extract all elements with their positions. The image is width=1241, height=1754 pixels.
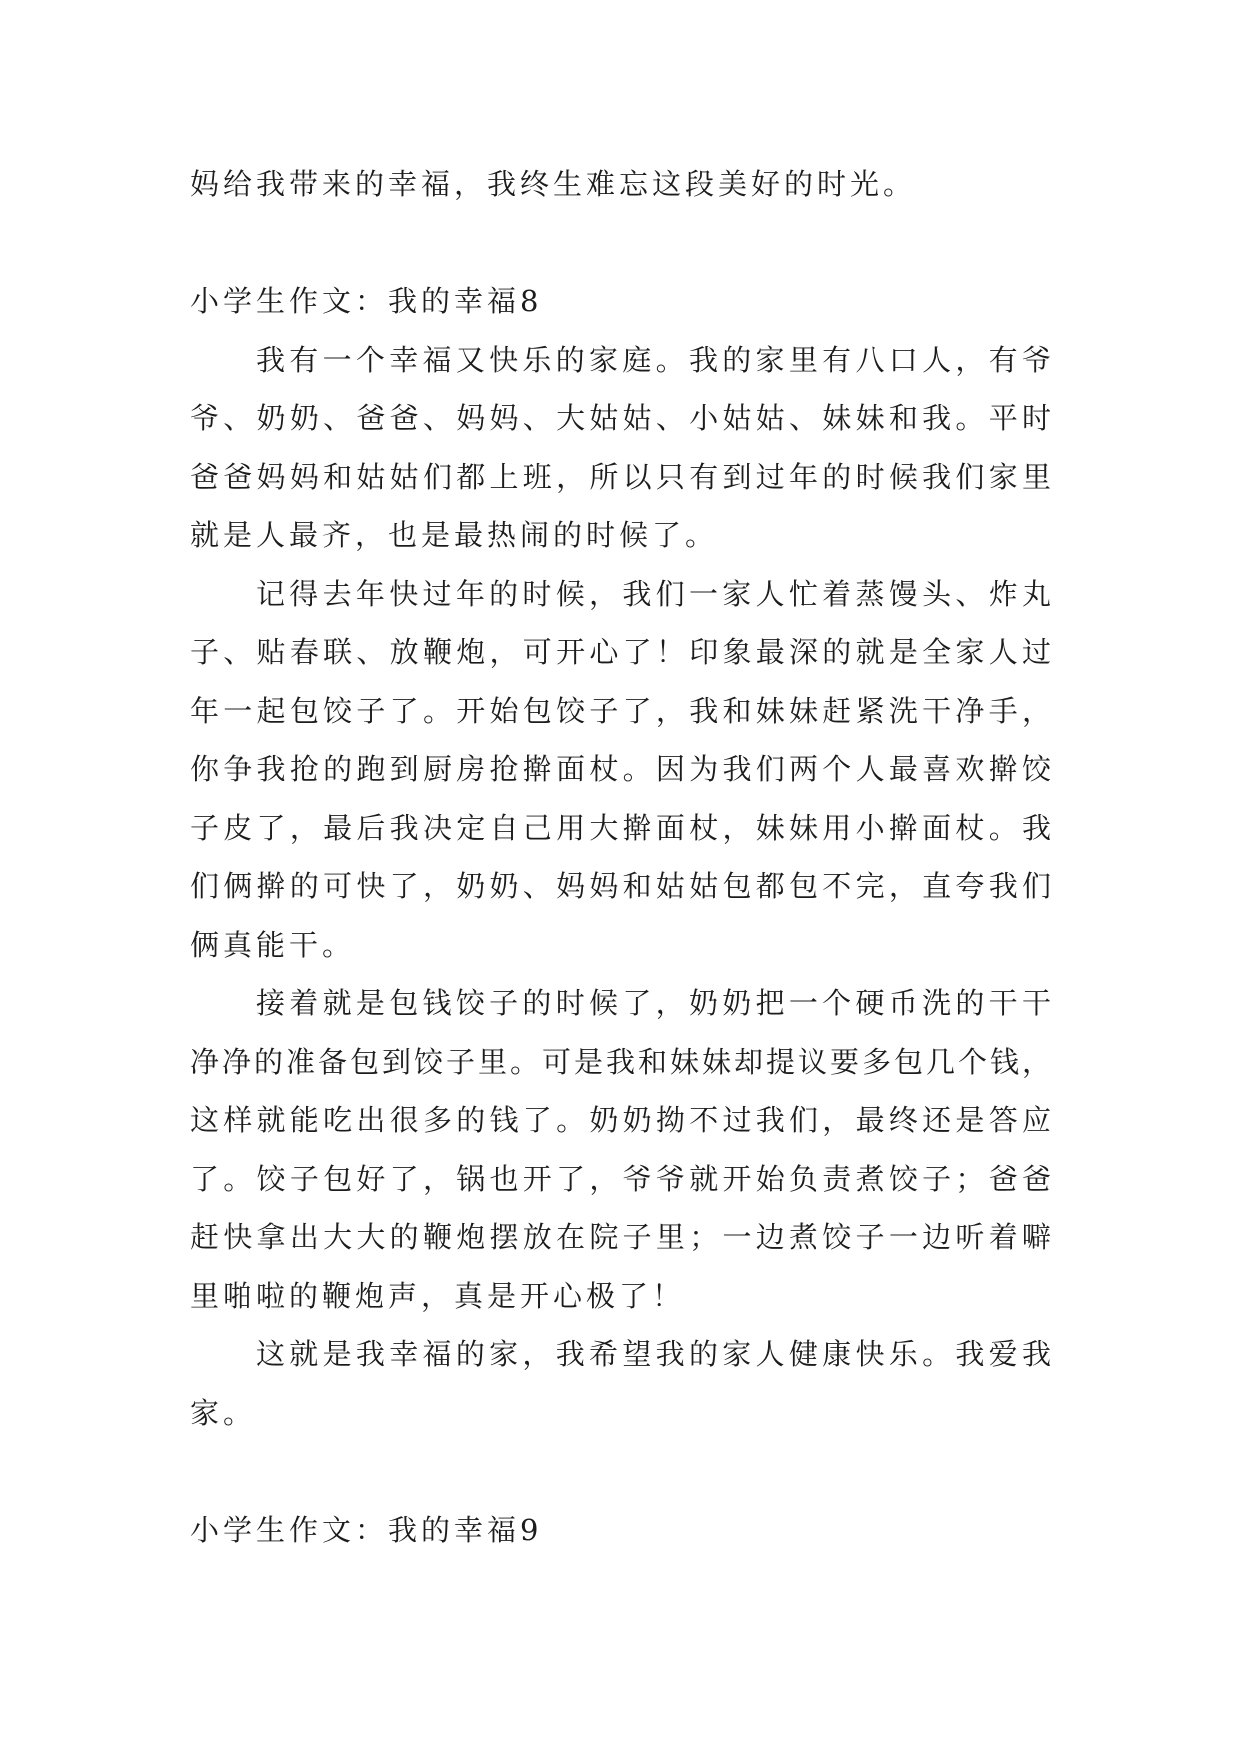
text-line: 就是人最齐，也是最热闹的时候了。 [190,518,719,552]
text-line: 净净的准备包到饺子里。可是我和妹妹却提议要多包几个钱， [190,1044,1051,1079]
text-line: 们俩擀的可快了，奶奶、妈妈和姑姑包都包不完，直夸我们 [190,869,1051,903]
text-line: 里啪啦的鞭炮声，真是开心极了！ [190,1278,686,1313]
text-line: 俩真能干。 [190,927,356,962]
text-line: 爷、奶奶、爸爸、妈妈、大姑姑、小姑姑、妹妹和我。平时 [190,401,1051,435]
text-line: 这就是我幸福的家，我希望我的家人健康快乐。我爱我 [256,1337,1051,1371]
text-line: 妈给我带来的幸福，我终生难忘这段美好的时光。 [190,167,917,201]
text-line: 接着就是包钱饺子的时候了，奶奶把一个硬币洗的干干 [256,986,1051,1020]
section-heading: 小学生作文：我的幸福9 [190,1512,543,1547]
text-line: 赶快拿出大大的鞭炮摆放在院子里；一边煮饺子一边听着噼 [190,1220,1051,1254]
text-line: 了。饺子包好了，锅也开了，爷爷就开始负责煮饺子；爸爸 [190,1161,1051,1196]
text-line: 我有一个幸福又快乐的家庭。我的家里有八口人，有爷 [256,342,1051,377]
paragraph [190,1325,1051,1442]
document-body [190,155,1051,1559]
text-line: 子、贴春联、放鞭炮，可开心了！印象最深的就是全家人过 [190,635,1051,669]
text-line: 爸爸妈妈和姑姑们都上班，所以只有到过年的时候我们家里 [190,459,1051,494]
paragraph [190,565,1051,975]
section-heading: 小学生作文：我的幸福8 [190,284,543,318]
text-line: 你争我抢的跑到厨房抢擀面杖。因为我们两个人最喜欢擀饺 [190,752,1051,786]
paragraph [190,331,1051,565]
text-line: 记得去年快过年的时候，我们一家人忙着蒸馒头、炸丸 [256,576,1051,611]
text-line: 子皮了，最后我决定自己用大擀面杖，妹妹用小擀面杖。我 [190,810,1051,845]
text-line: 家。 [190,1395,257,1430]
paragraph-continuation [190,155,1051,214]
paragraph [190,974,1051,1325]
text-line: 年一起包饺子了。开始包饺子了，我和妹妹赶紧洗干净手， [190,693,1051,728]
text-line: 这样就能吃出很多的钱了。奶奶拗不过我们，最终还是答应 [190,1103,1051,1137]
